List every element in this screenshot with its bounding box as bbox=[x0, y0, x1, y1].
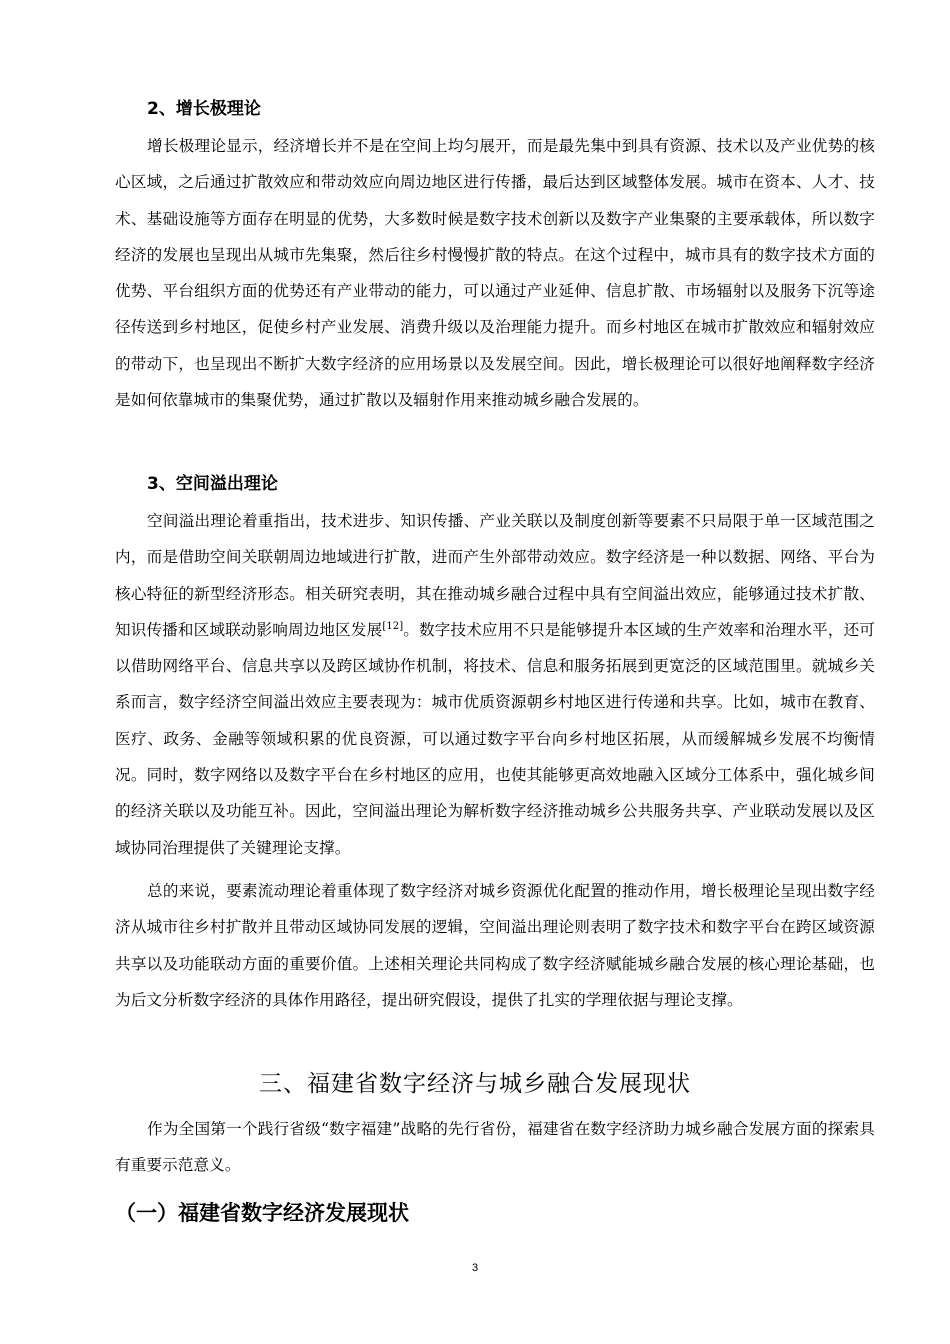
page-number: 3 bbox=[471, 1262, 479, 1274]
chapter-intro-paragraph: 作为全国第一个践行省级“数字福建”战略的先行省份，福建省在数字经济助力城乡融合发展方面的探索具有重要示范意义。 bbox=[115, 1120, 875, 1175]
citation-ref-12[interactable]: [12] bbox=[382, 620, 404, 632]
section-heading-growth-pole: 2、增长极理论 bbox=[147, 99, 261, 119]
chapter-title: 三、福建省数字经济与城乡融合发展现状 bbox=[259, 1071, 691, 1097]
paragraph-summary: 总的来说，要素流动理论着重体现了数字经济对城乡资源优化配置的推动作用，增长极理论呈现出数字经济从城市往乡村扩散并且带动区域协同发展的逻辑，空间溢出理论则表明了数字技术和数字平台在跨区域资源共享以及功能联动方面的重要价值。上述相关理论共同构成了数字经济赋能城乡融合发展的核心理论基础，也为后文分析数字经济的具体作用路径，提出研究假设，提供了扎实的学理依据与理论支撑。 bbox=[115, 882, 875, 1009]
paragraph-spatial-spillover-part1: 空间溢出理论着重指出，技术进步、知识传播、产业关联以及制度创新等要素不只局限于单一区域范围之内，而是借助空间关联朝周边地域进行扩散，进而产生外部带动效应。数字经济是一种以数据、网络、平台为核心特征的新型经济形态。相关研究表明，其在推动城乡融合过程中具有空间溢出效应，能够通过技术扩散、知识传播和区域联动影响周边地区发展 bbox=[115, 512, 875, 639]
paragraph-spatial-spillover bbox=[115, 503, 875, 866]
paragraph-spatial-spillover-part2: 。数字技术应用不只是能够提升本区域的生产效率和治理水平，还可以借助网络平台、信息共享以及跨区域协作机制，将技术、信息和服务拓展到更宽泛的区域范围里。就城乡关系而言，数字经济空间溢出效应主要表现为：城市优质资源朝乡村地区进行传递和共享。比如，城市在教育、医疗、政务、金融等领域积累的优良资源，可以通过数字平台向乡村地区拓展，从而缓解城乡发展不均衡情况。同时，数字网络以及数字平台在乡村地区的应用，也使其能够更高效地融入区域分工体系中，强化城乡间的经济关联以及功能互补。因此，空间溢出理论为解析数字经济推动城乡公共服务共享、产业联动发展以及区域协同治理提供了关键理论支撑。 bbox=[115, 620, 875, 857]
section-heading-spatial-spillover: 3、空间溢出理论 bbox=[147, 474, 278, 494]
subsection-title: （一）福建省数字经济发展现状 bbox=[115, 1201, 409, 1225]
paragraph-growth-pole: 增长极理论显示，经济增长并不是在空间上均匀展开，而是最先集中到具有资源、技术以及产业优势的核心区域，之后通过扩散效应和带动效应向周边地区进行传播，最后达到区域整体发展。城市在资本、人才、技术、基础设施等方面存在明显的优势，大多数时候是数字技术创新以及数字产业集聚的主要承载体，所以数字经济的发展也呈现出从城市先集聚，然后往乡村慢慢扩散的特点。在这个过程中，城市具有的数字技术方面的优势、平台组织方面的优势还有产业带动的能力，可以通过产业延伸、信息扩散、市场辐射以及服务下沉等途径传送到乡村地区，促使乡村产业发展、消费升级以及治理能力提升。而乡村地区在城市扩散效应和辐射效应的带动下，也呈现出不断扩大数字经济的应用场景以及发展空间。因此，增长极理论可以很好地阐释数字经济是如何依靠城市的集聚优势，通过扩散以及辐射作用来推动城乡融合发展的。 bbox=[115, 137, 875, 410]
